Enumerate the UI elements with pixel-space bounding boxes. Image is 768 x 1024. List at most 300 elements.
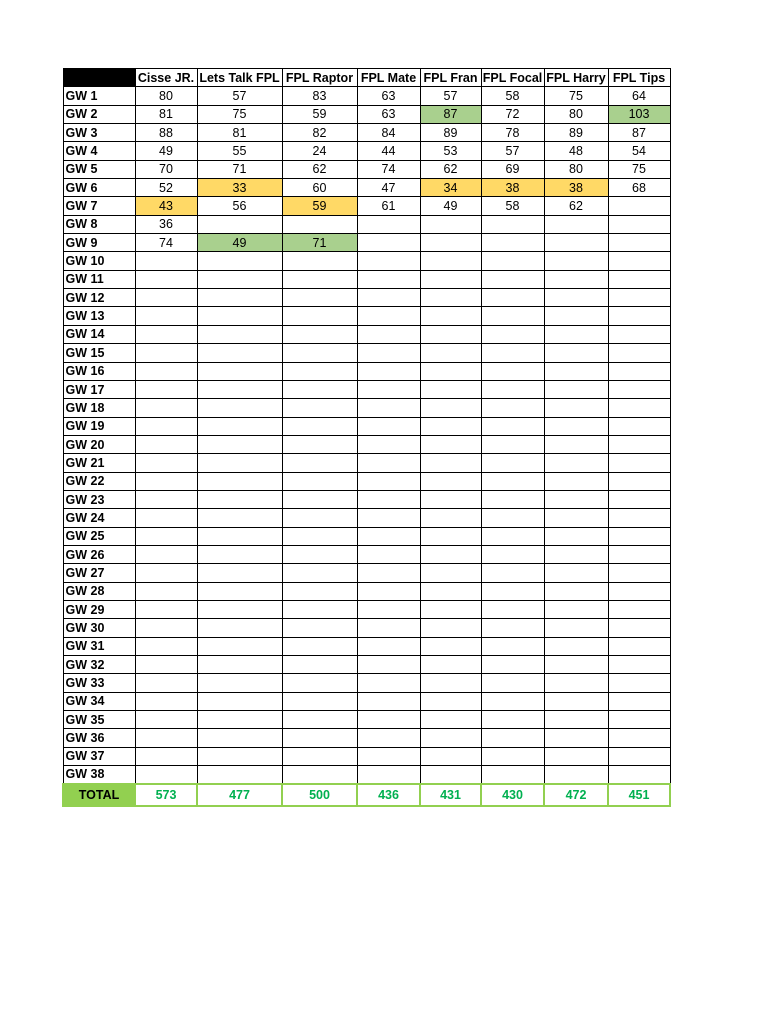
score-cell[interactable] bbox=[608, 307, 670, 325]
score-cell[interactable] bbox=[608, 234, 670, 252]
score-cell[interactable] bbox=[282, 545, 357, 563]
score-cell[interactable] bbox=[135, 362, 197, 380]
gameweek-label[interactable]: GW 18 bbox=[63, 399, 135, 417]
score-cell[interactable] bbox=[282, 582, 357, 600]
score-cell[interactable]: 49 bbox=[135, 142, 197, 160]
score-cell[interactable] bbox=[197, 619, 282, 637]
score-cell[interactable] bbox=[420, 435, 481, 453]
score-cell[interactable] bbox=[282, 307, 357, 325]
total-label[interactable]: TOTAL bbox=[63, 784, 135, 806]
score-cell[interactable] bbox=[282, 435, 357, 453]
score-cell[interactable]: 74 bbox=[135, 234, 197, 252]
score-cell[interactable] bbox=[481, 509, 544, 527]
score-cell[interactable] bbox=[197, 545, 282, 563]
score-cell[interactable] bbox=[197, 766, 282, 784]
score-cell[interactable]: 103 bbox=[608, 105, 670, 123]
column-header-lets-talk-fpl[interactable]: Lets Talk FPL bbox=[197, 69, 282, 87]
score-cell[interactable] bbox=[197, 472, 282, 490]
score-cell[interactable] bbox=[197, 527, 282, 545]
column-header-fpl-harry[interactable]: FPL Harry bbox=[544, 69, 608, 87]
score-cell[interactable]: 70 bbox=[135, 160, 197, 178]
score-cell[interactable] bbox=[197, 674, 282, 692]
score-cell[interactable] bbox=[282, 252, 357, 270]
gameweek-label[interactable]: GW 24 bbox=[63, 509, 135, 527]
score-cell[interactable] bbox=[135, 307, 197, 325]
score-cell[interactable] bbox=[420, 270, 481, 288]
score-cell[interactable] bbox=[544, 527, 608, 545]
score-cell[interactable] bbox=[608, 527, 670, 545]
score-cell[interactable] bbox=[420, 729, 481, 747]
score-cell[interactable] bbox=[135, 545, 197, 563]
score-cell[interactable]: 62 bbox=[544, 197, 608, 215]
score-cell[interactable]: 48 bbox=[544, 142, 608, 160]
score-cell[interactable] bbox=[357, 564, 420, 582]
score-cell[interactable] bbox=[135, 509, 197, 527]
score-cell[interactable] bbox=[481, 289, 544, 307]
score-cell[interactable] bbox=[420, 711, 481, 729]
score-cell[interactable] bbox=[420, 307, 481, 325]
score-cell[interactable]: 87 bbox=[420, 105, 481, 123]
score-cell[interactable] bbox=[135, 289, 197, 307]
score-cell[interactable] bbox=[420, 362, 481, 380]
score-cell[interactable] bbox=[135, 270, 197, 288]
score-cell[interactable] bbox=[608, 270, 670, 288]
score-cell[interactable] bbox=[135, 766, 197, 784]
score-cell[interactable] bbox=[357, 545, 420, 563]
score-cell[interactable]: 74 bbox=[357, 160, 420, 178]
score-cell[interactable]: 59 bbox=[282, 197, 357, 215]
score-cell[interactable] bbox=[544, 545, 608, 563]
score-cell[interactable]: 49 bbox=[197, 234, 282, 252]
gameweek-label[interactable]: GW 22 bbox=[63, 472, 135, 490]
score-cell[interactable] bbox=[357, 637, 420, 655]
score-cell[interactable] bbox=[197, 380, 282, 398]
score-cell[interactable] bbox=[481, 417, 544, 435]
score-cell[interactable]: 43 bbox=[135, 197, 197, 215]
gameweek-label[interactable]: GW 3 bbox=[63, 124, 135, 142]
gameweek-label[interactable]: GW 33 bbox=[63, 674, 135, 692]
score-cell[interactable] bbox=[608, 472, 670, 490]
score-cell[interactable]: 34 bbox=[420, 179, 481, 197]
score-cell[interactable] bbox=[135, 692, 197, 710]
score-cell[interactable] bbox=[135, 619, 197, 637]
score-cell[interactable] bbox=[357, 527, 420, 545]
score-cell[interactable] bbox=[135, 380, 197, 398]
gameweek-label[interactable]: GW 13 bbox=[63, 307, 135, 325]
score-cell[interactable] bbox=[282, 417, 357, 435]
score-cell[interactable] bbox=[608, 215, 670, 233]
score-cell[interactable] bbox=[544, 729, 608, 747]
score-cell[interactable] bbox=[481, 270, 544, 288]
score-cell[interactable] bbox=[544, 619, 608, 637]
score-cell[interactable] bbox=[282, 600, 357, 618]
score-cell[interactable] bbox=[282, 454, 357, 472]
score-cell[interactable] bbox=[357, 344, 420, 362]
score-cell[interactable] bbox=[420, 325, 481, 343]
gameweek-label[interactable]: GW 15 bbox=[63, 344, 135, 362]
column-header-fpl-mate[interactable]: FPL Mate bbox=[357, 69, 420, 87]
gameweek-label[interactable]: GW 19 bbox=[63, 417, 135, 435]
score-cell[interactable] bbox=[282, 509, 357, 527]
score-cell[interactable]: 56 bbox=[197, 197, 282, 215]
score-cell[interactable] bbox=[481, 362, 544, 380]
score-cell[interactable] bbox=[481, 582, 544, 600]
total-cell[interactable]: 451 bbox=[608, 784, 670, 806]
score-cell[interactable] bbox=[481, 711, 544, 729]
score-cell[interactable] bbox=[608, 417, 670, 435]
score-cell[interactable] bbox=[357, 289, 420, 307]
score-cell[interactable] bbox=[197, 711, 282, 729]
score-cell[interactable] bbox=[608, 711, 670, 729]
score-cell[interactable] bbox=[357, 380, 420, 398]
score-cell[interactable] bbox=[282, 656, 357, 674]
column-header-fpl-focal[interactable]: FPL Focal bbox=[481, 69, 544, 87]
gameweek-label[interactable]: GW 27 bbox=[63, 564, 135, 582]
score-cell[interactable] bbox=[282, 380, 357, 398]
score-cell[interactable] bbox=[197, 509, 282, 527]
score-cell[interactable] bbox=[544, 252, 608, 270]
score-cell[interactable] bbox=[481, 766, 544, 784]
score-cell[interactable] bbox=[420, 637, 481, 655]
score-cell[interactable]: 83 bbox=[282, 87, 357, 105]
score-cell[interactable] bbox=[357, 454, 420, 472]
score-cell[interactable]: 64 bbox=[608, 87, 670, 105]
score-cell[interactable] bbox=[197, 600, 282, 618]
score-cell[interactable] bbox=[282, 747, 357, 765]
score-cell[interactable]: 61 bbox=[357, 197, 420, 215]
score-cell[interactable] bbox=[282, 766, 357, 784]
score-cell[interactable] bbox=[135, 325, 197, 343]
score-cell[interactable] bbox=[135, 711, 197, 729]
score-cell[interactable]: 80 bbox=[544, 105, 608, 123]
score-cell[interactable] bbox=[135, 527, 197, 545]
score-cell[interactable] bbox=[420, 564, 481, 582]
score-cell[interactable] bbox=[197, 307, 282, 325]
total-cell[interactable]: 477 bbox=[197, 784, 282, 806]
score-cell[interactable] bbox=[420, 545, 481, 563]
score-cell[interactable] bbox=[481, 490, 544, 508]
gameweek-label[interactable]: GW 37 bbox=[63, 747, 135, 765]
score-cell[interactable] bbox=[481, 564, 544, 582]
score-cell[interactable] bbox=[197, 729, 282, 747]
score-cell[interactable] bbox=[135, 564, 197, 582]
score-cell[interactable] bbox=[544, 307, 608, 325]
score-cell[interactable] bbox=[420, 380, 481, 398]
score-cell[interactable] bbox=[608, 747, 670, 765]
score-cell[interactable] bbox=[357, 600, 420, 618]
score-cell[interactable] bbox=[481, 527, 544, 545]
score-cell[interactable] bbox=[197, 656, 282, 674]
score-cell[interactable] bbox=[481, 729, 544, 747]
score-cell[interactable] bbox=[135, 637, 197, 655]
score-cell[interactable] bbox=[544, 234, 608, 252]
gameweek-label[interactable]: GW 34 bbox=[63, 692, 135, 710]
score-cell[interactable] bbox=[135, 674, 197, 692]
score-cell[interactable] bbox=[357, 509, 420, 527]
score-cell[interactable] bbox=[357, 270, 420, 288]
score-cell[interactable]: 38 bbox=[544, 179, 608, 197]
gameweek-label[interactable]: GW 1 bbox=[63, 87, 135, 105]
score-cell[interactable] bbox=[608, 399, 670, 417]
gameweek-label[interactable]: GW 28 bbox=[63, 582, 135, 600]
score-cell[interactable]: 49 bbox=[420, 197, 481, 215]
score-cell[interactable] bbox=[135, 252, 197, 270]
score-cell[interactable] bbox=[282, 399, 357, 417]
score-cell[interactable] bbox=[420, 472, 481, 490]
score-cell[interactable] bbox=[357, 252, 420, 270]
score-cell[interactable] bbox=[197, 692, 282, 710]
gameweek-label[interactable]: GW 14 bbox=[63, 325, 135, 343]
total-cell[interactable]: 472 bbox=[544, 784, 608, 806]
score-cell[interactable]: 69 bbox=[481, 160, 544, 178]
score-cell[interactable] bbox=[135, 729, 197, 747]
score-cell[interactable] bbox=[197, 747, 282, 765]
score-cell[interactable]: 89 bbox=[544, 124, 608, 142]
score-cell[interactable] bbox=[197, 564, 282, 582]
score-cell[interactable]: 57 bbox=[420, 87, 481, 105]
gameweek-label[interactable]: GW 38 bbox=[63, 766, 135, 784]
score-cell[interactable] bbox=[608, 509, 670, 527]
score-cell[interactable]: 38 bbox=[481, 179, 544, 197]
gameweek-label[interactable]: GW 26 bbox=[63, 545, 135, 563]
score-cell[interactable]: 80 bbox=[135, 87, 197, 105]
score-cell[interactable] bbox=[481, 674, 544, 692]
score-cell[interactable] bbox=[481, 252, 544, 270]
score-cell[interactable] bbox=[135, 417, 197, 435]
score-cell[interactable] bbox=[544, 399, 608, 417]
score-cell[interactable] bbox=[282, 344, 357, 362]
score-cell[interactable] bbox=[608, 252, 670, 270]
gameweek-label[interactable]: GW 6 bbox=[63, 179, 135, 197]
score-cell[interactable] bbox=[608, 674, 670, 692]
score-cell[interactable]: 44 bbox=[357, 142, 420, 160]
score-cell[interactable] bbox=[135, 656, 197, 674]
score-cell[interactable]: 71 bbox=[197, 160, 282, 178]
gameweek-label[interactable]: GW 29 bbox=[63, 600, 135, 618]
score-cell[interactable]: 47 bbox=[357, 179, 420, 197]
score-cell[interactable] bbox=[357, 747, 420, 765]
score-cell[interactable] bbox=[135, 454, 197, 472]
score-cell[interactable] bbox=[135, 435, 197, 453]
score-cell[interactable] bbox=[608, 325, 670, 343]
score-cell[interactable] bbox=[544, 637, 608, 655]
score-cell[interactable]: 63 bbox=[357, 87, 420, 105]
score-cell[interactable]: 75 bbox=[608, 160, 670, 178]
score-cell[interactable] bbox=[420, 619, 481, 637]
score-cell[interactable] bbox=[420, 490, 481, 508]
gameweek-label[interactable]: GW 21 bbox=[63, 454, 135, 472]
score-cell[interactable]: 72 bbox=[481, 105, 544, 123]
score-cell[interactable] bbox=[197, 252, 282, 270]
score-cell[interactable] bbox=[481, 435, 544, 453]
score-cell[interactable] bbox=[420, 747, 481, 765]
gameweek-label[interactable]: GW 20 bbox=[63, 435, 135, 453]
score-cell[interactable] bbox=[608, 435, 670, 453]
gameweek-label[interactable]: GW 25 bbox=[63, 527, 135, 545]
score-cell[interactable] bbox=[608, 656, 670, 674]
score-cell[interactable]: 75 bbox=[197, 105, 282, 123]
score-cell[interactable] bbox=[544, 289, 608, 307]
score-cell[interactable]: 33 bbox=[197, 179, 282, 197]
score-cell[interactable] bbox=[544, 674, 608, 692]
score-cell[interactable] bbox=[197, 289, 282, 307]
score-cell[interactable] bbox=[420, 252, 481, 270]
score-cell[interactable] bbox=[608, 766, 670, 784]
score-cell[interactable]: 24 bbox=[282, 142, 357, 160]
score-cell[interactable] bbox=[357, 582, 420, 600]
score-cell[interactable] bbox=[544, 270, 608, 288]
score-cell[interactable]: 36 bbox=[135, 215, 197, 233]
score-cell[interactable] bbox=[135, 490, 197, 508]
score-cell[interactable] bbox=[197, 399, 282, 417]
gameweek-label[interactable]: GW 31 bbox=[63, 637, 135, 655]
gameweek-label[interactable]: GW 12 bbox=[63, 289, 135, 307]
score-cell[interactable] bbox=[357, 307, 420, 325]
score-cell[interactable] bbox=[197, 435, 282, 453]
score-cell[interactable] bbox=[420, 344, 481, 362]
score-cell[interactable] bbox=[420, 582, 481, 600]
score-cell[interactable] bbox=[420, 399, 481, 417]
score-cell[interactable] bbox=[544, 380, 608, 398]
score-cell[interactable] bbox=[544, 692, 608, 710]
score-cell[interactable]: 57 bbox=[197, 87, 282, 105]
gameweek-label[interactable]: GW 4 bbox=[63, 142, 135, 160]
score-cell[interactable]: 60 bbox=[282, 179, 357, 197]
score-cell[interactable]: 53 bbox=[420, 142, 481, 160]
score-cell[interactable] bbox=[420, 289, 481, 307]
score-cell[interactable] bbox=[420, 215, 481, 233]
score-cell[interactable] bbox=[197, 215, 282, 233]
score-cell[interactable] bbox=[282, 637, 357, 655]
score-cell[interactable]: 55 bbox=[197, 142, 282, 160]
score-cell[interactable] bbox=[481, 692, 544, 710]
score-cell[interactable] bbox=[608, 380, 670, 398]
score-cell[interactable] bbox=[608, 692, 670, 710]
score-cell[interactable] bbox=[544, 435, 608, 453]
score-cell[interactable] bbox=[481, 325, 544, 343]
score-cell[interactable]: 58 bbox=[481, 197, 544, 215]
total-cell[interactable]: 431 bbox=[420, 784, 481, 806]
score-cell[interactable] bbox=[135, 344, 197, 362]
score-cell[interactable] bbox=[608, 729, 670, 747]
score-cell[interactable]: 89 bbox=[420, 124, 481, 142]
score-cell[interactable] bbox=[481, 545, 544, 563]
score-cell[interactable]: 78 bbox=[481, 124, 544, 142]
score-cell[interactable] bbox=[544, 215, 608, 233]
score-cell[interactable] bbox=[544, 417, 608, 435]
score-cell[interactable] bbox=[420, 766, 481, 784]
score-cell[interactable] bbox=[282, 729, 357, 747]
score-cell[interactable] bbox=[197, 417, 282, 435]
score-cell[interactable] bbox=[197, 490, 282, 508]
total-cell[interactable]: 436 bbox=[357, 784, 420, 806]
score-cell[interactable] bbox=[481, 619, 544, 637]
score-cell[interactable] bbox=[481, 454, 544, 472]
score-cell[interactable] bbox=[481, 637, 544, 655]
score-cell[interactable] bbox=[481, 234, 544, 252]
score-cell[interactable]: 71 bbox=[282, 234, 357, 252]
score-cell[interactable]: 57 bbox=[481, 142, 544, 160]
score-cell[interactable] bbox=[608, 362, 670, 380]
score-cell[interactable] bbox=[357, 472, 420, 490]
score-cell[interactable] bbox=[481, 344, 544, 362]
score-cell[interactable]: 54 bbox=[608, 142, 670, 160]
score-cell[interactable] bbox=[197, 362, 282, 380]
score-cell[interactable] bbox=[197, 325, 282, 343]
score-cell[interactable] bbox=[481, 307, 544, 325]
score-cell[interactable] bbox=[544, 362, 608, 380]
score-cell[interactable] bbox=[282, 490, 357, 508]
score-cell[interactable] bbox=[357, 435, 420, 453]
score-cell[interactable] bbox=[420, 600, 481, 618]
gameweek-label[interactable]: GW 10 bbox=[63, 252, 135, 270]
score-cell[interactable] bbox=[282, 711, 357, 729]
score-cell[interactable] bbox=[282, 527, 357, 545]
score-cell[interactable]: 75 bbox=[544, 87, 608, 105]
score-cell[interactable] bbox=[197, 637, 282, 655]
score-cell[interactable] bbox=[420, 509, 481, 527]
score-cell[interactable] bbox=[282, 362, 357, 380]
total-cell[interactable]: 573 bbox=[135, 784, 197, 806]
score-cell[interactable] bbox=[608, 197, 670, 215]
score-cell[interactable] bbox=[357, 729, 420, 747]
score-cell[interactable] bbox=[420, 234, 481, 252]
score-cell[interactable] bbox=[608, 344, 670, 362]
score-cell[interactable] bbox=[420, 527, 481, 545]
score-cell[interactable] bbox=[608, 619, 670, 637]
gameweek-label[interactable]: GW 32 bbox=[63, 656, 135, 674]
score-cell[interactable] bbox=[420, 417, 481, 435]
score-cell[interactable] bbox=[544, 344, 608, 362]
score-cell[interactable]: 87 bbox=[608, 124, 670, 142]
gameweek-label[interactable]: GW 8 bbox=[63, 215, 135, 233]
score-cell[interactable] bbox=[544, 454, 608, 472]
score-cell[interactable] bbox=[544, 582, 608, 600]
gameweek-label[interactable]: GW 2 bbox=[63, 105, 135, 123]
score-cell[interactable] bbox=[544, 711, 608, 729]
score-cell[interactable]: 81 bbox=[135, 105, 197, 123]
score-cell[interactable] bbox=[357, 674, 420, 692]
score-cell[interactable] bbox=[282, 564, 357, 582]
score-cell[interactable]: 84 bbox=[357, 124, 420, 142]
score-cell[interactable] bbox=[357, 656, 420, 674]
gameweek-label[interactable]: GW 5 bbox=[63, 160, 135, 178]
score-cell[interactable] bbox=[282, 472, 357, 490]
score-cell[interactable] bbox=[608, 490, 670, 508]
score-cell[interactable] bbox=[282, 692, 357, 710]
score-cell[interactable] bbox=[481, 380, 544, 398]
score-cell[interactable] bbox=[357, 417, 420, 435]
gameweek-label[interactable]: GW 11 bbox=[63, 270, 135, 288]
score-cell[interactable]: 80 bbox=[544, 160, 608, 178]
score-cell[interactable] bbox=[357, 766, 420, 784]
score-cell[interactable] bbox=[544, 490, 608, 508]
score-cell[interactable] bbox=[135, 399, 197, 417]
score-cell[interactable] bbox=[357, 490, 420, 508]
score-cell[interactable] bbox=[481, 472, 544, 490]
score-cell[interactable] bbox=[481, 215, 544, 233]
gameweek-label[interactable]: GW 23 bbox=[63, 490, 135, 508]
score-cell[interactable] bbox=[357, 234, 420, 252]
score-cell[interactable] bbox=[608, 564, 670, 582]
score-cell[interactable] bbox=[544, 766, 608, 784]
score-cell[interactable] bbox=[357, 325, 420, 343]
score-cell[interactable] bbox=[282, 674, 357, 692]
gameweek-label[interactable]: GW 16 bbox=[63, 362, 135, 380]
score-cell[interactable] bbox=[282, 289, 357, 307]
column-header-fpl-fran[interactable]: FPL Fran bbox=[420, 69, 481, 87]
score-cell[interactable] bbox=[357, 362, 420, 380]
